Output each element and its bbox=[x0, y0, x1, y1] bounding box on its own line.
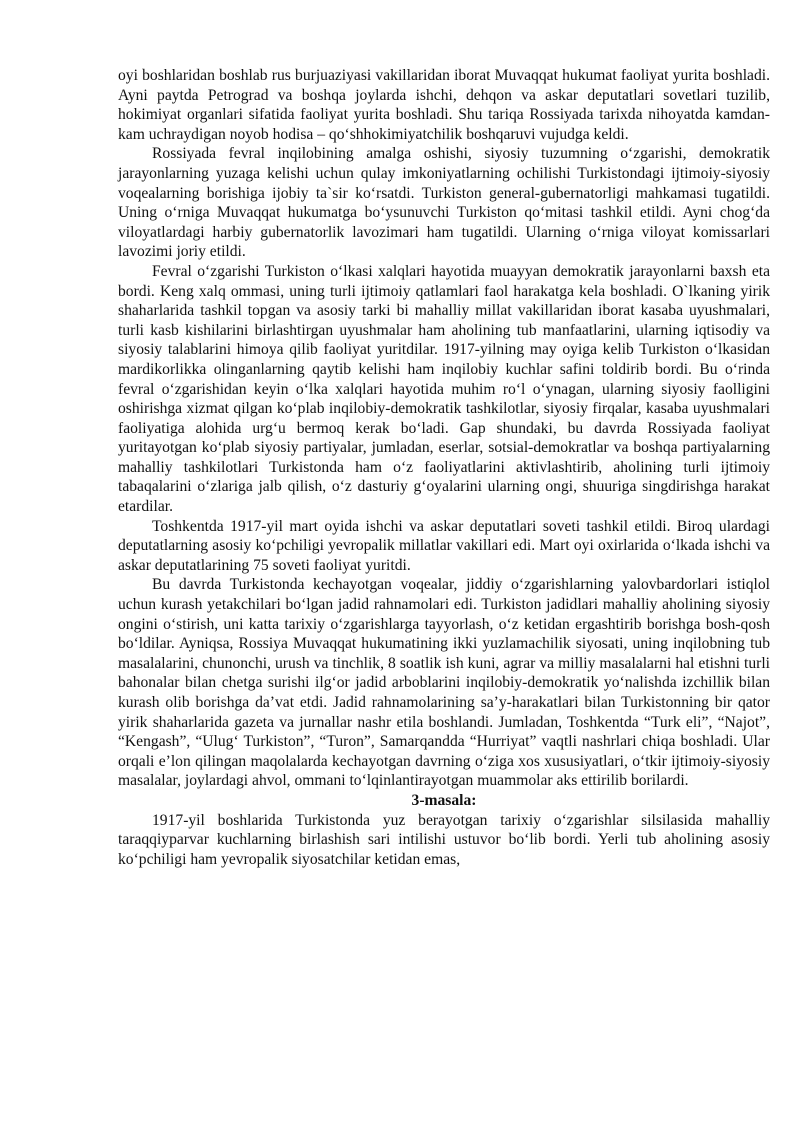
paragraph-section-start: 1917-yil boshlarida Turkistonda yuz berayotgan tarixiy o‘zgarishlar silsilasida mahalliy taraqqiyparvar kuchlarning birlashish sari intilishi ustuvor bo‘lib bordi. Yerli tub aholining asosiy ko‘pchiligi ham yevropalik siyosatchilar ketidan emas, bbox=[118, 811, 770, 868]
paragraph-jadid-leaders: Bu davrda Turkistonda kechayotgan voqealar, jiddiy o‘zgarishlarning yalovbardorlari istiqlol uchun kurash yetakchilari bo‘lgan jadid rahnamolari edi. Turkiston jadidlari mahalliy aholining siyosiy ongini o‘stirish, uni katta tarixiy o‘zgarishlarga tayyorlash, o‘z ketidan ergashtirib borishga bosh-qosh bo‘ldilar. Ayniqsa, Rossiya Muvaqqat hukumatining ikki yuzlamachilik siyosati, uning inqilobning tub masalalarini, chunonchi, urush va tinchlik, 8 soatlik ish kuni, agrar va milliy masalalarni hal etishni turli bahonalar bilan chetga surishi ilg‘or jadid arboblarini inqilobiy-demokratik yo‘nalishda izchillik bilan kurash olib borishga da’vat etdi. Jadid rahnamolarining sa’y-harakatlari bilan Turkistonning bir qator yirik shaharlarida gazeta va jurnallar nashr etila boshlandi. Jumladan, Toshkentda “Turk eli”, “Najot”, “Kengash”, “Ulug‘ Turkiston”, “Turon”, Samarqandda “Hurriyat” vaqtli nashrlari chiqa boshladi. Ular orqali e’lon qilingan maqolalarda kechayotgan davrning o‘ziga xos xususiyatlari, o‘tkir ijtimoiy-siyosiy masalalar, joylardagi ahvol, ommani to‘lqinlantirayotgan muammolar aks ettirilib borilardi. bbox=[118, 576, 770, 790]
paragraph-tashkent-soviet: Toshkentda 1917-yil mart oyida ishchi va askar deputatlari soveti tashkil etildi. Biroq ulardagi deputatlarning asosiy ko‘pchiligi yevropalik millatlar vakillari edi. Mart oyi oxirlarida o‘lkada ishchi va askar deputatlarining 75 soveti faoliyat yuritdi. bbox=[118, 517, 770, 574]
paragraph-democratic-processes: Fevral o‘zgarishi Turkiston o‘lkasi xalqlari hayotida muayyan demokratik jarayonlarni baxsh eta bordi. Keng xalq ommasi, uning turli ijtimoiy qatlamlari faol harakatga kela boshladi. O`lkaning yirik shaharlarida tashkil topgan va asosiy tarki bi mahalliy millat vakillaridan iborat kasaba uyushmalari, turli kasb kishilarini birlashtirgan uyushmalar ham aholining tub manfaatlarini, ularning iqtisodiy va siyosiy talablarini himoya qilib faoliyat yuritdilar. 1917-yilning may oyiga kelib Turkiston o‘lkasidan mardikorlikka olinganlarning qaytib kelishi ham inqilobiy kuchlar safini toldirib bordi. Bu o‘rinda fevral o‘zgarishidan keyin o‘lka xalqlari hayotida muhim ro‘l o‘ynagan, ularning siyosiy faolligini oshirishga xizmat qilgan ko‘plab inqilobiy-demokratik tashkilotlar, siyosiy firqalar, kasaba uyushmalari faoliyatiga alohida urg‘u bermoq kerak bo‘ladi. Gap shundaki, bu davrda Rossiyada faoliyat yuritayotgan ko‘plab siyosiy partiyalar, jumladan, eserlar, sotsial-demokratlar va boshqa partiyalarning mahalliy tashkilotlari Turkistonda ham o‘z faoliyatlarini aktivlashtirib, aholining turli ijtimoiy tabaqalarini o‘zlariga jalb qilish, o‘z dasturiy g‘oyalarini ularning ongi, shuuriga singdirishga harakat etardilar. bbox=[118, 262, 770, 516]
section-heading: 3-masala: bbox=[411, 791, 477, 809]
paragraph-february-revolution: Rossiyada fevral inqilobining amalga oshishi, siyosiy tuzumning o‘zgarishi, demokratik jarayonlarning yuzaga kelishi uchun qulay imkoniyatlarning ochilishi Turkistondagi ijtimoiy-siyosiy voqealarning borishiga ijobiy ta`sir ko‘rsatdi. Turkiston general-gubernatorligi mahkamasi tugatildi. Uning o‘rniga Muvaqqat hukumatga bo‘ysunuvchi Turkiston qo‘mitasi tashkil etildi. Ayni chog‘da viloyatlardagi harbiy gubernatorlik lavozimari ham tugatildi. Ularning o‘rniga viloyat komissarlari lavozimi joriy etildi. bbox=[118, 145, 770, 261]
document-page bbox=[118, 66, 770, 869]
paragraph-continued: oyi boshlaridan boshlab rus burjuaziyasi vakillaridan iborat Muvaqqat hukumat faoliyat yurita boshladi. Ayni paytda Petrograd va boshqa joylarda ishchi, dehqon va askar deputatlari sovetlari tuzilib, hokimiyat organlari sifatida faoliyat yurita boshladi. Shu tariqa Rossiyada tarixda nihoyatda kamdan-kam uchraydigan noyob hodisa – qo‘shhokimiyatchilik boshqaruvi vujudga keldi. bbox=[118, 67, 770, 143]
